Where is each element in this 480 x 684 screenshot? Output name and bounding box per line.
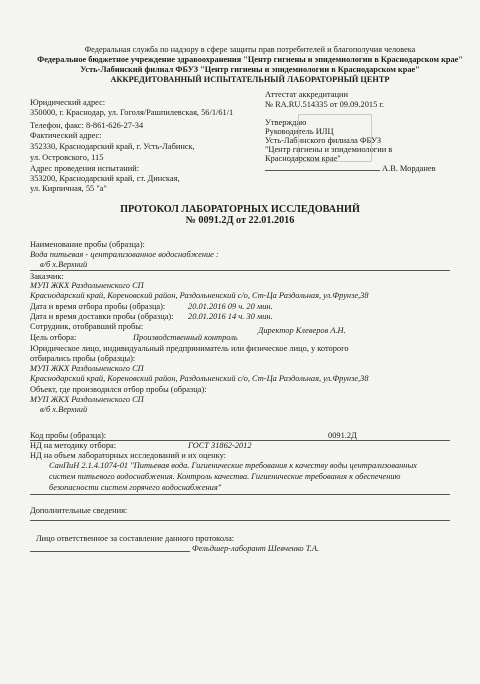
- sample-name-value: Вода питьевая - централизованное водоснабжение :: [30, 250, 219, 259]
- phone-fax: Телефон, факс: 8-861-626-27-34: [30, 121, 144, 130]
- divider: [30, 270, 450, 271]
- purpose-label: Цель отбора:: [30, 333, 77, 342]
- legal-entity-label-1: Юридическое лицо, индивидуальный предприниматель или физическое лицо, у которого: [30, 344, 349, 353]
- approver-title-3: "Центр гигиены и эпидемиологии в: [265, 145, 393, 154]
- object-value: МУП ЖКХ Раздольненского СП: [30, 395, 144, 404]
- divider: [30, 520, 450, 521]
- approver-title-1: Руководитель ИЛЦ: [265, 127, 334, 136]
- code-value: 0091.2Д: [328, 431, 357, 440]
- approver-title-2: Усть-Лабинского филиала ФБУЗ: [265, 136, 382, 145]
- nd-value-3: безопасности систем горячего водоснабжения": [49, 483, 222, 492]
- delivery-date-label: Дата и время доставки пробы (образца):: [30, 312, 174, 321]
- sample-name-value-2: в/б х.Верхний: [40, 260, 88, 269]
- research-address-line2: ул. Кирпичная, 55 "а": [30, 184, 107, 193]
- legal-entity-label-2: отбирались пробы (образцы):: [30, 354, 136, 363]
- purpose-value: Производственный контроль: [133, 333, 238, 342]
- method-label: НД на методику отбора:: [30, 441, 117, 450]
- header-branch: Усть-Лабинский филиал ФБУЗ "Центр гигиены и эпидемиологии в Краснодарском крае": [80, 65, 420, 74]
- object-value-2: в/б х.Верхний: [40, 405, 88, 414]
- legal-entity-value: МУП ЖКХ Раздольненского СП: [30, 364, 144, 373]
- research-address-label: Адрес проведения испытаний:: [30, 164, 140, 173]
- responsible-label: Лицо ответственное за составление данного протокола:: [36, 534, 235, 543]
- stamp-mark: [298, 114, 372, 162]
- nd-label: НД на объем лабораторных исследований и их оценку:: [30, 451, 226, 460]
- sampling-date-value: 20.01.2016 09 ч. 20 мин.: [188, 302, 273, 311]
- approver-name: А.В. Морданев: [382, 164, 436, 173]
- customer-value: МУП ЖКХ Раздольненского СП: [30, 281, 144, 290]
- nd-value-1: СанПиН 2.1.4.1074-01 "Питьевая вода. Гигиенические требования к качеству воды централизованных: [49, 461, 417, 470]
- legal-address: 350000, г. Краснодар, ул. Гоголя/Рашпилевская, 56/1/61/1: [30, 108, 234, 117]
- header-agency: Федеральная служба по надзору в сфере защиты прав потребителей и благополучия человека: [84, 45, 416, 54]
- accreditation-label: Аттестат аккредитации: [265, 90, 348, 99]
- sampler-label: Сотрудник, отобравший пробы:: [30, 322, 144, 331]
- customer-label: Заказчик:: [30, 272, 64, 281]
- divider: [30, 494, 450, 495]
- sample-name-label: Наименование пробы (образца):: [30, 240, 145, 249]
- object-label: Объект, где производился отбор пробы (образца):: [30, 385, 207, 394]
- customer-address: Краснодарский край, Кореновский район, Раздольненский с/о, Ст-Ца Раздольная, ул.Фрунзе,38: [30, 291, 369, 300]
- approver-title-4: Краснодарском крае": [265, 154, 341, 163]
- legal-entity-address: Краснодарский край, Кореновский район, Раздольненский с/о, Ст-Ца Раздольная, ул.Фрунзе,38: [30, 374, 369, 383]
- nd-value-2: систем питьевого водоснабжения. Контроль качества. Гигиенические требования к обеспечению: [49, 472, 401, 481]
- responsible-value: Фельдшер-лаборант Шевченко Т.А.: [192, 544, 320, 553]
- code-label: Код пробы (образца):: [30, 431, 107, 440]
- protocol-number: № 0091.2Д от 22.01.2016: [185, 215, 295, 226]
- header-institution: Федеральное бюджетное учреждение здравоохранения "Центр гигиены и эпидемиологии в Краснодарском крае": [37, 55, 463, 64]
- signature-line: [30, 551, 190, 552]
- signature-line: [265, 170, 380, 171]
- sampler-value: Директор Клеверов А.Н.: [258, 326, 346, 335]
- actual-address-line1: 352330, Краснодарский край, г. Усть-Лабинск,: [30, 142, 195, 151]
- approve-label: Утверждаю: [265, 118, 307, 127]
- research-address-line1: 353200, Краснодарский край, ст. Динская,: [30, 174, 180, 183]
- sampling-date-label: Дата и время отбора пробы (образца):: [30, 302, 166, 311]
- actual-address-label: Фактический адрес:: [30, 131, 102, 140]
- actual-address-line2: ул. Островского, 115: [30, 153, 104, 162]
- accreditation-number: № RA.RU.514335 от 09.09.2015 г.: [265, 100, 384, 109]
- legal-address-label: Юридический адрес:: [30, 98, 106, 107]
- delivery-date-value: 20.01.2016 14 ч. 30 мин.: [188, 312, 273, 321]
- header-center: АККРЕДИТОВАННЫЙ ИСПЫТАТЕЛЬНЫЙ ЛАБОРАТОРНЫЙ ЦЕНТР: [110, 75, 390, 84]
- method-value: ГОСТ 31862-2012: [188, 441, 252, 450]
- protocol-title: ПРОТОКОЛ ЛАБОРАТОРНЫХ ИССЛЕДОВАНИЙ: [120, 204, 360, 215]
- extra-info-label: Дополнительные сведения:: [30, 506, 128, 515]
